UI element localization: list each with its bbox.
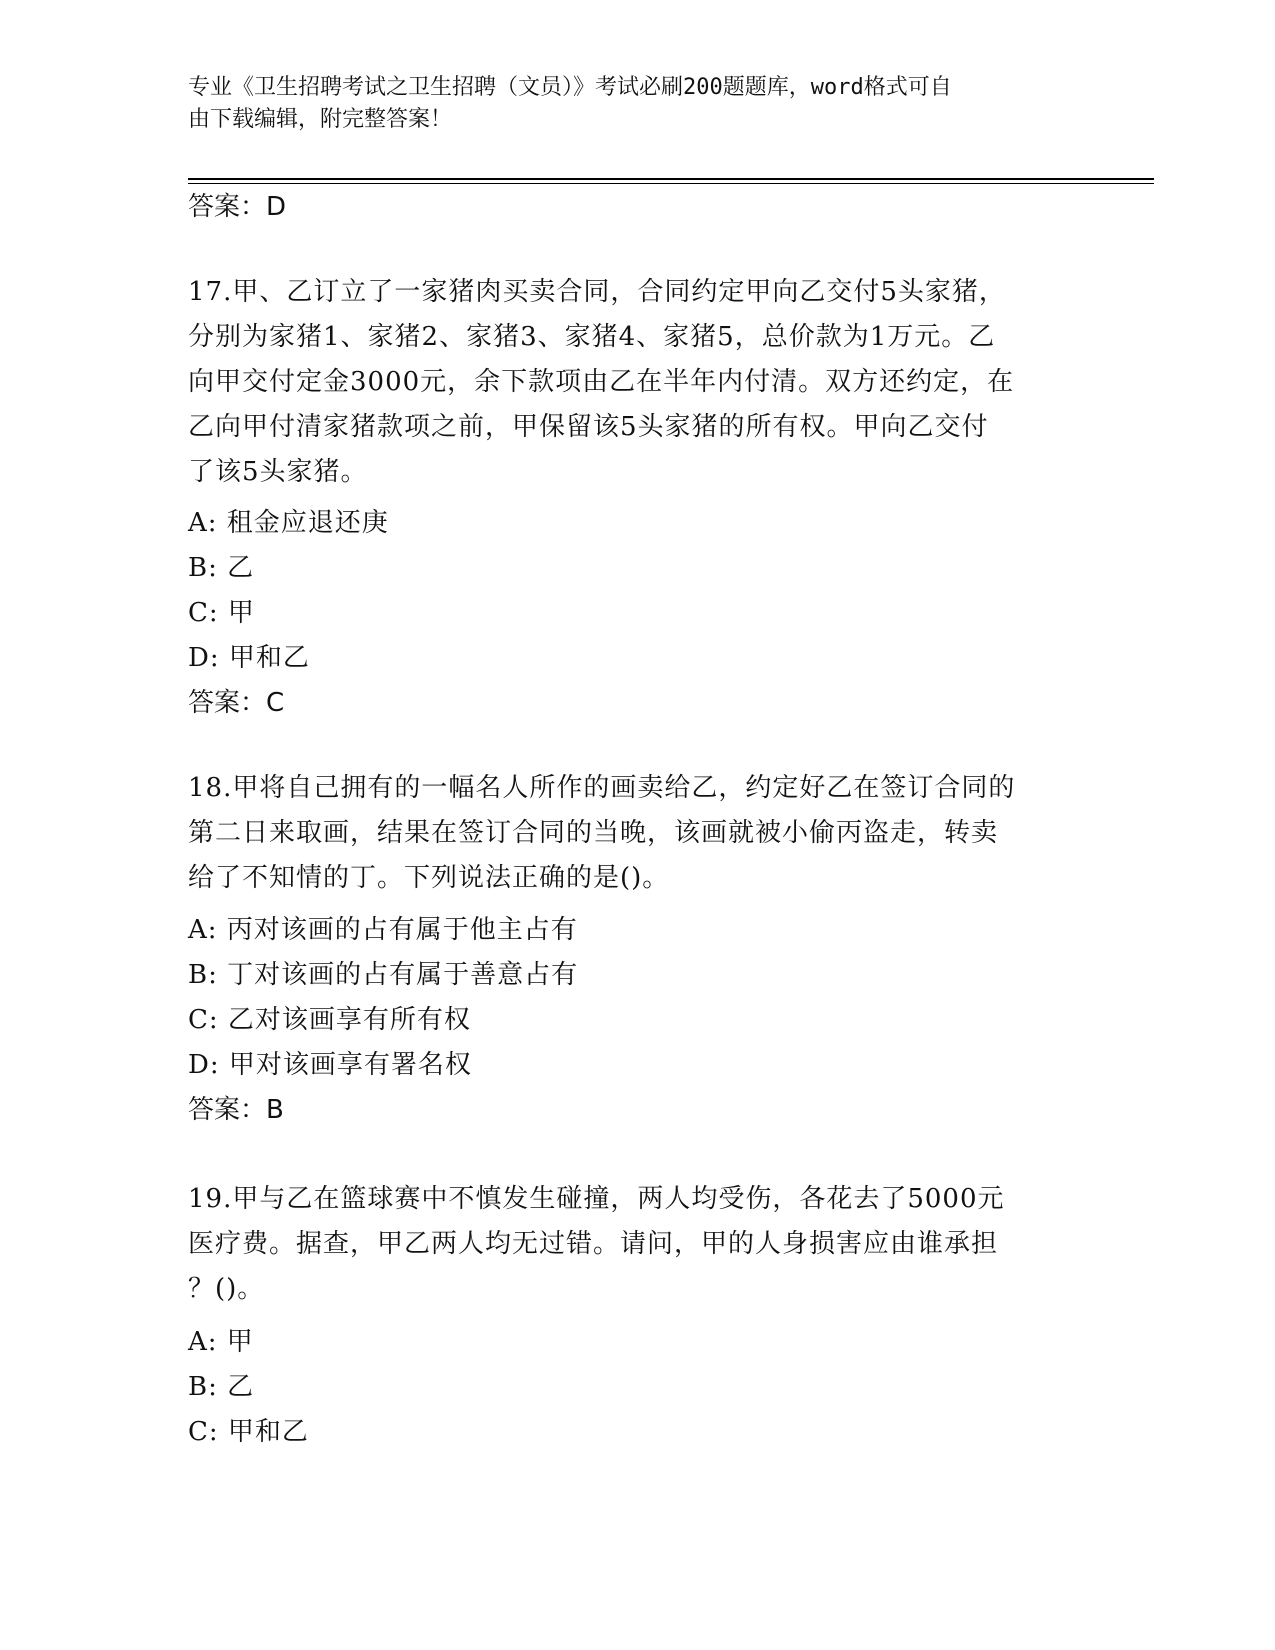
header-line-2: 由下载编辑，附完整答案！: [188, 107, 453, 132]
q17-option-a: A: 租金应退还庚: [188, 508, 389, 538]
q19-option-b: B: 乙: [188, 1372, 255, 1402]
q18-answer: 答案：B: [188, 1095, 284, 1125]
q17-answer: 答案：C: [188, 688, 285, 718]
question-line: 第二日来取画，结果在签订合同的当晚，该画就被小偷丙盗走，转卖: [188, 818, 999, 848]
answer-prev: 答案：D: [188, 192, 287, 222]
question-line: 给了不知情的丁。下列说法正确的是()。: [188, 863, 670, 893]
header-divider-thick: [188, 178, 1154, 180]
question-18: [188, 766, 1088, 901]
q18-option-d: D: 甲对该画享有署名权: [188, 1050, 472, 1080]
question-line: 17.甲、乙订立了一家猪肉买卖合同，合同约定甲向乙交付5头家猪，: [188, 277, 1006, 307]
q17-option-b: B: 乙: [188, 553, 255, 583]
q18-option-b: B: 丁对该画的占有属于善意占有: [188, 960, 579, 990]
question-line: 分别为家猪1、家猪2、家猪3、家猪4、家猪5，总价款为1万元。乙: [188, 322, 996, 352]
q17-option-d: D: 甲和乙: [188, 643, 310, 673]
question-line: 向甲交付定金3000元，余下款项由乙在半年内付清。双方还约定，在: [188, 367, 1015, 397]
question-line: 医疗费。据查，甲乙两人均无过错。请问，甲的人身损害应由谁承担: [188, 1229, 999, 1259]
question-19: [188, 1177, 1088, 1312]
q19-option-a: A: 甲: [188, 1327, 254, 1357]
q18-option-c: C: 乙对该画享有所有权: [188, 1005, 471, 1035]
question-17: [188, 270, 1088, 495]
question-line: 乙向甲付清家猪款项之前，甲保留该5头家猪的所有权。甲向乙交付: [188, 412, 989, 442]
question-line: 18.甲将自己拥有的一幅名人所作的画卖给乙，约定好乙在签订合同的: [188, 773, 1016, 803]
question-line: 了该5头家猪。: [188, 457, 368, 487]
document-header: [188, 72, 1068, 136]
q19-option-c: C: 甲和乙: [188, 1417, 309, 1447]
question-line: ？()。: [188, 1274, 265, 1304]
header-line-1: 专业《卫生招聘考试之卫生招聘（文员）》考试必刷200题题库，word格式可自: [188, 75, 952, 100]
q18-option-a: A: 丙对该画的占有属于他主占有: [188, 915, 578, 945]
header-divider-thin: [188, 183, 1154, 184]
question-line: 19.甲与乙在篮球赛中不慎发生碰撞，两人均受伤，各花去了5000元: [188, 1184, 1005, 1214]
q17-option-c: C: 甲: [188, 598, 255, 628]
